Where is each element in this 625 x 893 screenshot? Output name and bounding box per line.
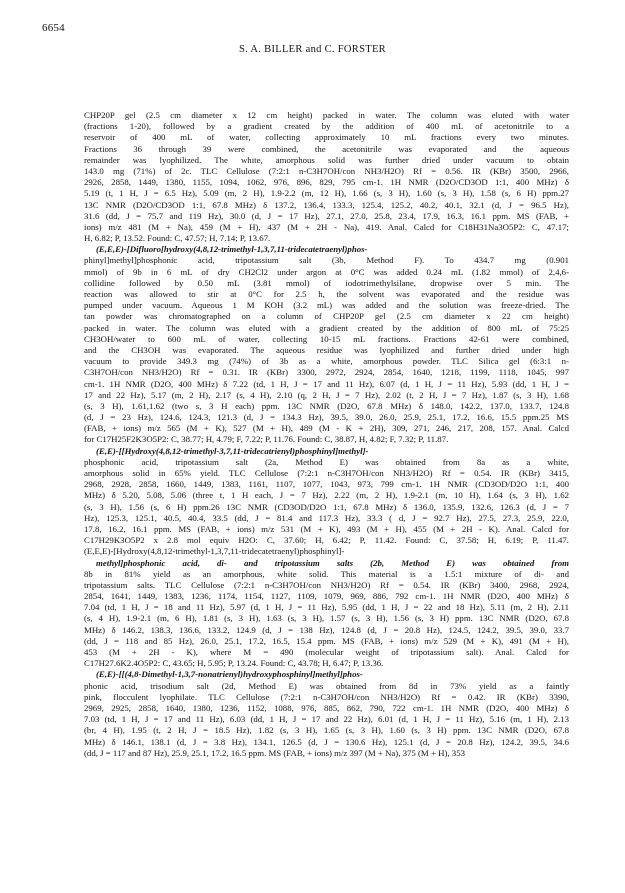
text-line: MHz) δ 5.20, 5.08, 5.06 (three t, 1 H each, J = 7 Hz), 2.22 (m, 2 H), 1.9-2.1 (m, 10 H), 1.64 (s, 3 H), 1.62 [84,490,569,501]
text-line: 2969, 2925, 2858, 1640, 1380, 1236, 1152, 1088, 976, 885, 862, 790, 722 cm-1. 1H NMR (D2O, 400 MHz) δ [84,702,569,713]
text-line: (dd, J = 118 and 85 Hz), 26.0, 25.1, 17.2, 16.5, 15.4 ppm. MS (FAB, + ions) m/z 529 (M + K), 491 (M + H), [84,635,569,646]
text-line: packed in water. The column was eluted with a gradient created by the addition of 800 mL of 75:25 [84,322,569,333]
text-line: amorphous solid in 65% yield. TLC Cellulose (7:2:1 n-C3H7OH/con NH3/H2O) Rf = 0.54. IR (KBr) 3415, [84,468,569,478]
text-line: phonic acid, trisodium salt (2d, Method E) was obtained from 8d in 73% yield as a faintly [84,680,569,691]
text-line: C17H27.6K2.4O5P2: C, 43.65; H, 5.95; P, 13.24. Found: C, 43.78; H, 6.47; P, 13.36. [84,658,384,669]
compound-heading-line: (E,E)-[[(4,8-Dimethyl-1,3,7-nonatrienyl)hydroxyphosphinyl]methyl]phos- [96,669,363,680]
text-line: phinyl]methyl]phosphonic acid, tripotassium salt (3b, Method F). To 434.7 mg (0.901 [84,255,569,266]
text-line: 2926, 2858, 1449, 1380, 1155, 1094, 1062, 976, 896, 829, 795 cm-1. 1H NMR (D2O/CD3OD 1:1, 400 MHz) δ [84,177,569,188]
running-head: S. A. BILLER and C. FORSTER [239,44,386,55]
text-line: Hz), 125.3, 125.1, 40.5, 40.4, 33.5 (dd, J = 81.4 and 117.3 Hz), 33.3 ( d, J = 92.7 Hz), 27.5, 27.3, 25.9, 22.0, [84,512,569,523]
text-line: MHz) δ 146.2, 138.3, 136.6, 133.2, 124.9 (d, J = 138 Hz), 124.8 (d, J = 20.8 Hz), 124.5, 124.2, 39.5, 39.0, 33.7 [84,624,569,635]
text-line: 17 and 22 Hz), 5.17 (m, 2 H), 2.17 (s, 4 H), 2.10 (q, 2 H, J = 7 Hz), 2.02 (t, 2 H, J = 7 Hz), 1.87 (s, 3 H), 1.68 [84,389,569,400]
text-line: Fractions 36 through 39 were combined, the acetonitrile was evaporated and the aqueous [84,143,569,154]
text-line: C17H29K3O5P2 x 2.8 mol equiv H2O: C, 37.60; H, 6.42; P, 11.42. Found: C, 37.58; H, 6.19; P, 11.47. [84,535,569,546]
text-line: (FAB, + ions) m/z 565 (M + K), 527 (M + H), 489 (M - K + 2H), 309, 271, 246, 217, 208, 157. Anal. Calcd [84,423,569,434]
text-line: reservoir of 400 mL of water, collecting approximately 10 mL fractions every two minutes. [84,132,569,143]
text-line: H, 6.82; P, 13.52. Found: C, 47.57; H, 7.14; P, 13.67. [84,233,271,244]
text-line: 453 (M + 2H - K), where M = 490 (molecular weight of tripotassium salt). Anal. Calcd for [84,647,569,657]
text-line: remainder was lyophilized. The white, amorphous solid was further dried under vacuum to obtain [84,154,569,165]
text-line: phosphonic acid, tripotassium salt (2a, Method E) was obtained from 8a as a white, [84,456,569,467]
text-line: mmol) of 9b in 6 mL of dry CH2Cl2 under argon at 0°C was added 0.24 mL (1.82 mmol) of 2,4,6- [84,266,569,277]
text-line: collidine followed by 0.50 mL (3.81 mmol) of iodotrimethylsilane, dropwise over 5 min. The [84,277,569,288]
text-line: 2968, 2928, 2858, 1660, 1449, 1383, 1161, 1107, 1077, 1043, 973, 799 cm-1. 1H NMR (CD3OD/D2O 1:1, 400 [84,479,569,490]
compound-heading-line: methyl]phosphonic acid, di- and tripotassium salts (2b, Method E) was obtained from [96,557,569,568]
text-line: 17.8, 16.2, 16.1 ppm. MS (FAB, + ions) m/z 531 (M + K), 493 (M + H), 455 (M + 2H - K). Anal. Calcd for [84,523,569,534]
text-line: ions) m/z 481 (M + Na), 459 (M + H), 437 (M + 2H - Na), 419. Anal. Calcd for C18H31Na3O5P2: C, 47.17; [84,221,569,232]
text-line: MHz) δ 146.1, 138.1 (d, J = 3.8 Hz), 134.1, 126.5 (d, J = 130.6 Hz), 125.1 (d, J = 20.8 Hz), 124.2, 39.5, 34.6 [84,736,569,747]
text-line: 13C NMR (D2O/CD3OD 1:1, 67.8 MHz) δ 137.2, 136.4, 133.3, 125.4, 125.2, 40.2, 40.1, 32.1 (d, J = 96.5 Hz), [84,199,569,210]
text-line: 143.0 mg (71%) of 2c. TLC Cellulose (7:2:1 n-C3H7OH/con NH3/H2O) Rf = 0.56. IR (KBr) 3500, 2966, [84,165,569,176]
text-line: 7.04 (td, 1 H, J = 18 and 11 Hz), 5.97 (d, 1 H, J = 11 Hz), 5.95 (dd, 1 H, J = 22 and 18 Hz), 5.11 (m, 2 H), 2.11 [84,602,569,613]
text-line: pumped under vacuum. Aqueous 1 M KOH (3.2 mL) was added and the solution was freeze-dried. The [84,300,569,311]
text-line: tripotassium salts. TLC Cellulose (7:2:1 n-C3H7OH/con NH3/H2O) Rf = 0.54. IR (KBr) 3400, 2968, 2924, [84,579,569,590]
text-line: 7.03 (td, 1 H, J = 17 and 11 Hz), 6.03 (dd, 1 H, J = 17 and 22 Hz), 6.01 (d, 1 H, J = 11 Hz), 5.16 (m, 1 H), 2.13 [84,714,569,725]
text-line: reaction was allowed to stir at 0°C for 2.5 h, the solvent was evaporated and the residue was [84,289,569,299]
text-line: (fractions 1-20), followed by a gradient created by the addition of 400 mL of acetonitrile to a [84,121,569,132]
text-line: pink, flocculent lyophilate. TLC Cellulose (7:2:1 n-C3H7OH/con NH3/H2O) Rf = 0.42. IR (KBr) 3390, [84,691,569,702]
text-line: vacuum to provide 349.3 mg (74%) of 3b as a white, amorphous powder. TLC Silica gel (6:3:1 n- [84,356,569,367]
compound-heading-line: (E,E)-[[Hydroxy(4,8,12-trimethyl-3,7,11-tridecatrienyl)phosphinyl]methyl]- [96,445,369,456]
text-line: CHP20P gel (2.5 cm diameter x 12 cm height) packed in water. The column was eluted with water [84,110,569,120]
text-line: 5.19 (t, 1 H, J = 6.5 Hz), 5.09 (m, 2 H), 1.9-2.2 (m, 12 H), 1.66 (s, 3 H), 1.60 (s, 3 H), 1.58 (s, 6 H) ppm.27 [84,188,569,199]
text-line: (dd, J = 117 and 87 Hz), 25.9, 25.1, 17.2, 16.5 ppm. MS (FAB, + ions) m/z 397 (M + Na), 375 (M + H), 353 [84,747,465,758]
text-line: (br, 4 H), 1.95 (t, 2 H, J = 18.5 Hz), 1.82 (s, 3 H), 1.65 (s, 3 H), 1.60 (s, 3 H) ppm. 13C NMR (D2O, 67.8 [84,725,569,736]
text-line: (s, 3 H), 1.61,1.62 (two s, 3 H each) ppm. 13C NMR (D2O, 67.8 MHz) δ 148.0, 142.2, 137.0, 133.7, 124.8 [84,400,569,411]
text-line: cm-1. 1H NMR (D2O, 400 MHz) δ 7.22 (td, 1 H, J = 17 and 11 Hz), 6.07 (d, 1 H, J = 11 Hz), 5.93 (dd, 1 H, J = [84,378,569,389]
compound-heading-line: (E,E,E)-[Difluoro[hydroxy(4,8,12-trimethyl-1,3,7,11-tridecatetraenyl)phos- [96,244,368,255]
text-line: 8b in 81% yield as an amorphous, white solid. This material is a 1.5:1 mixture of di- and [84,568,569,579]
text-line: (E,E,E)-[Hydroxy(4,8,12-trimethyl-1,3,7,11-tridecatetraenyl)phosphinyl]- [84,546,345,557]
text-line: for C17H25F2K3O5P2: C, 38.77; H, 4.79; F, 7.22; P, 11.76. Found: C, 38.87, H, 4.82; F, 7.32; P, 11.87. [84,434,449,445]
text-line: (s, 4 H), 1.9-2.1 (m, 6 H), 1.81 (s, 3 H), 1.63 (s, 3 H), 1.57 (s, 3 H), 1.56 (s, 3 H) ppm. 13C NMR (D2O, 67.8 [84,613,569,624]
text-line: and the CH3OH was evaporated. The aqueous residue was lyophilized and further dried under high [84,344,569,355]
text-line: 31.6 (dd, J = 75.7 and 119 Hz), 30.0 (d, J = 17 Hz), 27.1, 27.0, 25.8, 23.4, 17.9, 16.3, 16.1 ppm. MS (FAB, + [84,210,569,221]
text-line: 2854, 1641, 1449, 1383, 1236, 1174, 1154, 1127, 1109, 1079, 969, 886, 792 cm-1. 1H NMR (D2O, 400 MHz) δ [84,591,569,602]
text-line: (s, 3 H), 1.56 (s, 6 H) ppm.26 13C NMR (CD3OD/D2O 1:1, 67.8 MHz) δ 136.0, 135.9, 132.6, 126.3 (d, J = 7 [84,501,569,512]
text-line: tan powder was chromatographed on a column of CHP20P gel (2.5 cm diameter x 22 cm height) [84,311,569,322]
page-number: 6654 [42,22,65,34]
body-text [84,110,569,759]
text-line: CH3OH/water to 600 mL of water, collecting 10-15 mL fractions. Fractions 42-61 were combined, [84,333,569,344]
text-line: C3H7OH/con NH3/H2O) Rf = 0.31. IR (KBr) 3300, 2972, 2924, 2854, 1640, 1218, 1199, 1118, 1045, 997 [84,367,569,378]
text-line: (d, J = 23 Hz), 124.6, 124.3, 121.3 (d, J = 134.3 Hz), 39.5, 39.0, 26.0, 25.9, 25.1, 17.2, 16.6, 15.5 ppm.25 MS [84,412,569,423]
